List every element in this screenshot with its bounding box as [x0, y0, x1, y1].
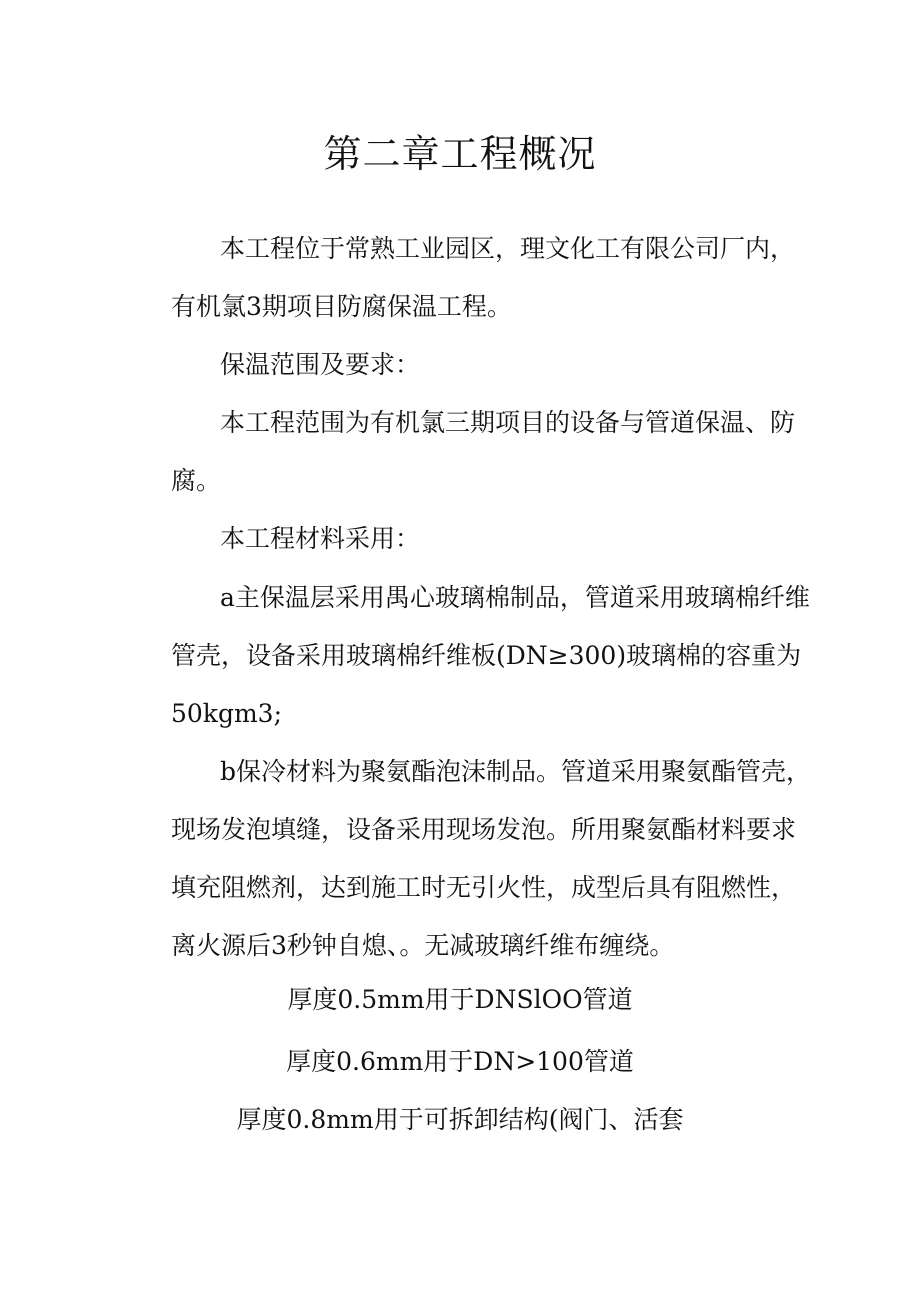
thickness-line: 厚度0.5mm用于DNSlOO管道: [287, 985, 633, 1014]
page-title: 第二章工程概况: [323, 132, 597, 176]
thickness-line: 厚度0.6mm用于DN>100管道: [286, 1047, 634, 1076]
paragraph-line: 腐。: [171, 466, 222, 495]
paragraph-line: 本工程范围为有机氯三期项目的设备与管道保温、防: [220, 408, 796, 437]
paragraph-line: 保温范围及要求：: [220, 350, 421, 379]
paragraph-line: 现场发泡填缝，设备采用现场发泡。所用聚氨酯材料要求: [171, 815, 797, 844]
paragraph-line: 离火源后3秒钟自熄、。无减玻璃纤维布缠绕。: [171, 931, 675, 960]
paragraph-line: 50kgm3;: [171, 699, 282, 728]
paragraph-line: 有机氯3期项目防腐保温工程。: [171, 292, 512, 321]
paragraph-line: 本工程位于常熟工业园区，理文化工有限公司厂内，: [220, 234, 796, 263]
paragraph-line: b保冷材料为聚氨酯泡沫制品。管道采用聚氨酯管壳，: [220, 757, 812, 786]
paragraph-line: 本工程材料采用：: [220, 524, 421, 553]
paragraph-line: 填充阻燃剂，达到施工时无引火性，成型后具有阻燃性，: [171, 873, 797, 902]
thickness-line: 厚度0.8mm用于可拆卸结构(阀门、活套: [236, 1105, 684, 1134]
paragraph-line: 管壳，设备采用玻璃棉纤维板(DN≥300)玻璃棉的容重为: [171, 641, 802, 670]
paragraph-line: a主保温层采用禺心玻璃棉制品，管道采用玻璃棉纤维: [220, 583, 810, 612]
